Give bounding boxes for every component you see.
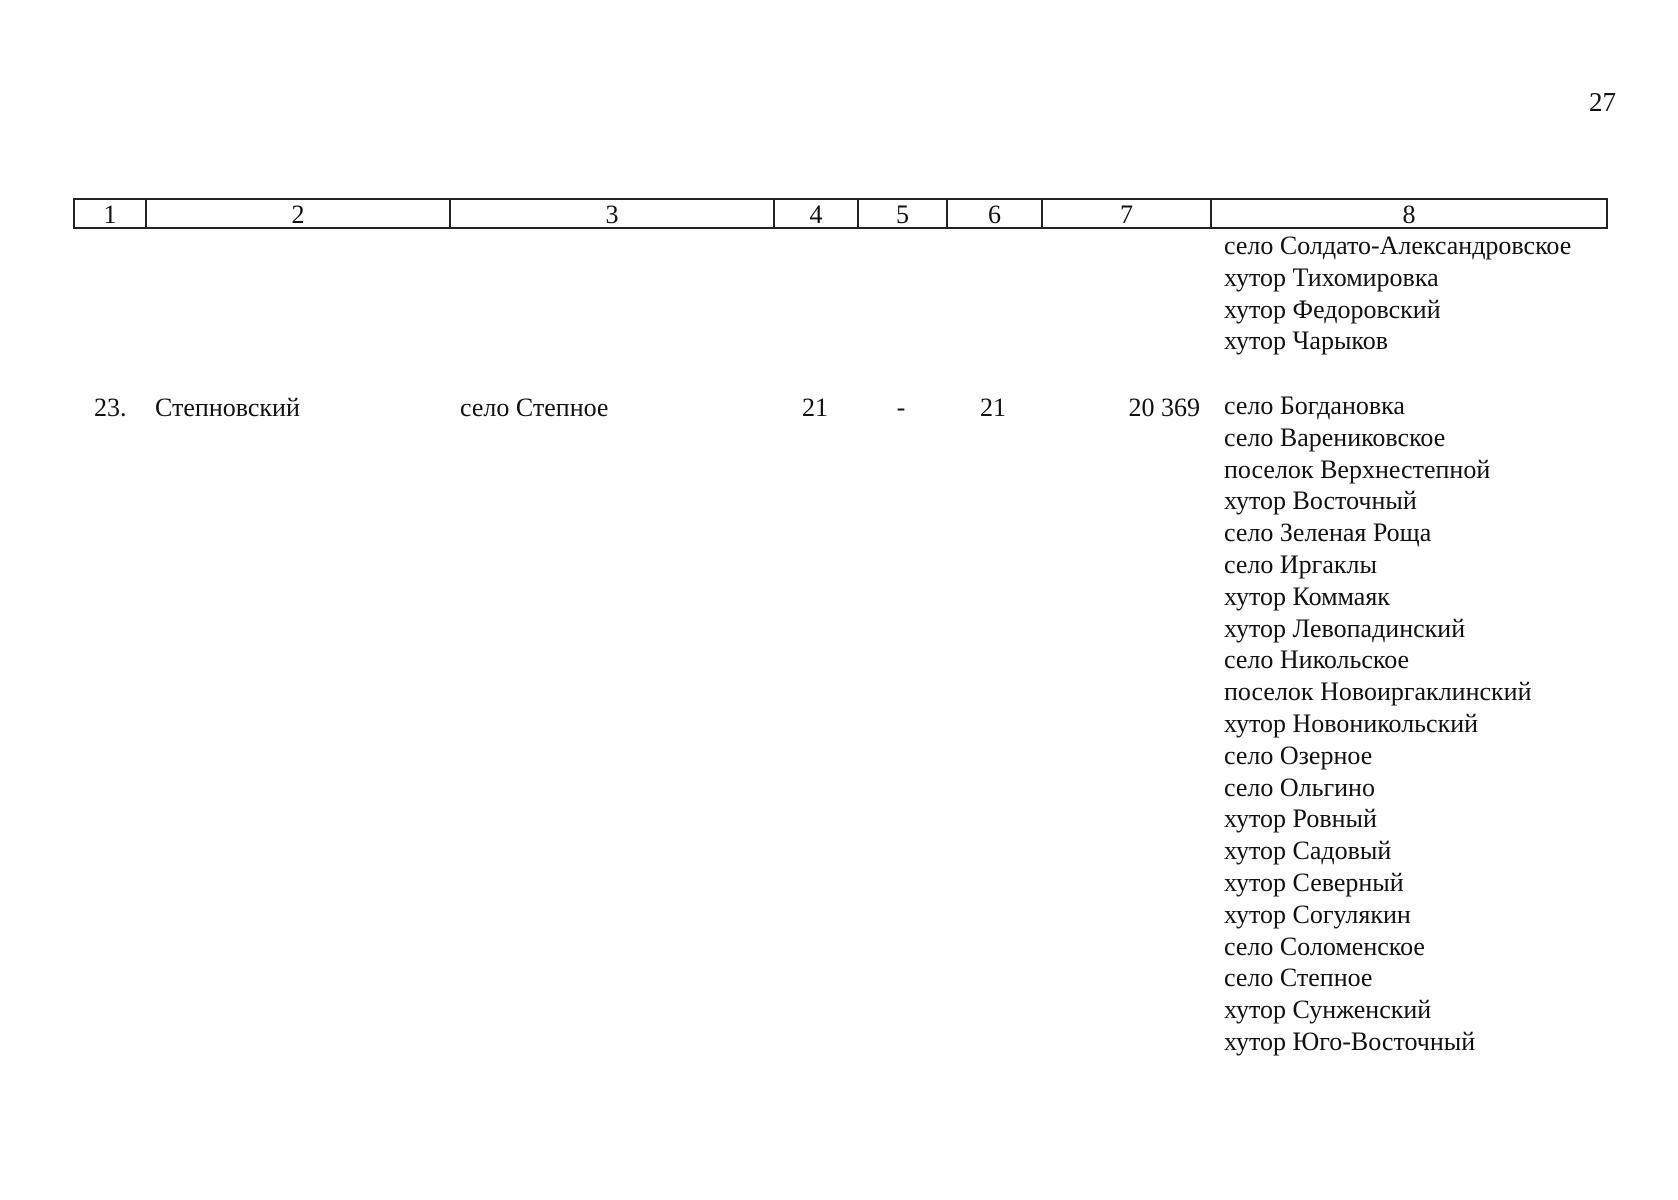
column-header-1: 1 [75,200,147,227]
settlement-item: село Озерное [1224,740,1373,770]
page-number: 27 [1589,87,1616,117]
settlement-item: село Соломенское [1224,931,1425,961]
column-5-value: - [896,393,906,422]
settlement-item: село Степное [1224,963,1373,993]
settlement-item: хутор Сунженский [1224,995,1432,1025]
settlement-item: село Ольгино [1224,772,1375,802]
administrative-center: село Степное [460,393,609,422]
column-7-value: 20 369 [1128,393,1200,422]
column-4-value: 21 [802,393,828,422]
column-header-3: 3 [451,200,775,227]
settlement-item: хутор Федоровский [1224,294,1441,324]
settlement-item: хутор Юго-Восточный [1224,1026,1476,1056]
settlement-item: хутор Согулякин [1224,899,1411,929]
settlement-item: хутор Северный [1224,867,1404,897]
column-header-2: 2 [147,200,451,227]
settlement-item: хутор Новоникольский [1224,708,1479,738]
settlement-item: хутор Чарыков [1224,326,1389,356]
settlement-item: хутор Тихомировка [1224,262,1439,292]
column-number-header [73,198,1608,229]
settlement-item: хутор Восточный [1224,486,1417,516]
settlement-item: хутор Левопадинский [1224,613,1466,643]
settlement-item: село Иргаклы [1224,549,1377,579]
settlement-item: хутор Садовый [1224,836,1392,866]
row-number: 23. [94,393,127,422]
settlement-item: село Солдато-Александровское [1224,231,1572,260]
municipality-name: Степновский [155,393,300,422]
settlement-item: хутор Ровный [1224,804,1377,834]
column-header-7: 7 [1043,200,1212,227]
settlement-item: поселок Верхнестепной [1224,454,1491,484]
settlement-item: хутор Коммаяк [1224,581,1390,611]
column-header-5: 5 [859,200,948,227]
settlement-item: село Зеленая Роща [1224,518,1432,548]
settlement-item: село Никольское [1224,645,1410,675]
column-6-value: 21 [980,393,1006,422]
settlement-item: поселок Новоиргаклинский [1224,677,1532,707]
settlement-list [1224,390,1532,1058]
column-header-6: 6 [948,200,1043,227]
settlement-item: село Богдановка [1224,391,1405,420]
column-header-8: 8 [1402,200,1416,229]
column-header-4: 4 [775,200,859,227]
continued-settlement-list [1224,230,1571,357]
settlement-item: село Варениковское [1224,422,1446,452]
